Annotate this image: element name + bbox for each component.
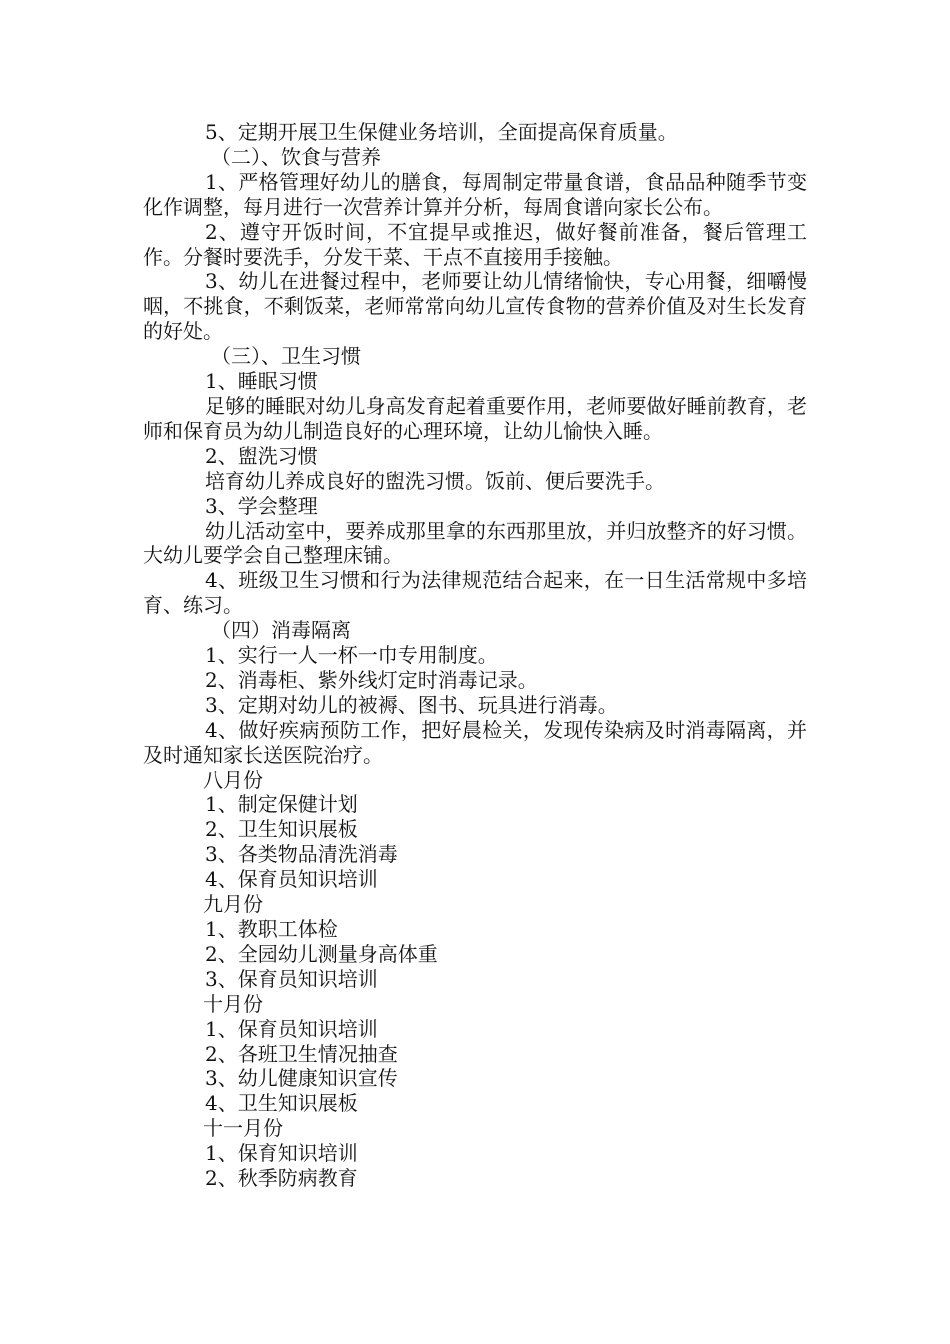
paragraph: 2、各班卫生情况抽查 [205, 1041, 398, 1066]
paragraph: 4、保育员知识培训 [205, 867, 378, 892]
paragraph: 2、遵守开饭时间，不宜提早或推迟，做好餐前准备，餐后管理工作。分餐时要洗手，分发干菜、干点不直接用手接触。 [143, 219, 807, 269]
paragraph: 1、实行一人一杯一巾专用制度。 [205, 643, 498, 668]
month-heading: 八月份 [203, 767, 263, 792]
paragraph: 1、保育知识培训 [205, 1141, 358, 1166]
paragraph: 4、做好疾病预防工作，把好晨检关，发现传染病及时消毒隔离，并及时通知家长送医院治疗。 [143, 717, 807, 767]
paragraph: 2、消毒柜、紫外线灯定时消毒记录。 [205, 667, 538, 692]
paragraph: 2、盥洗习惯 [205, 443, 318, 468]
paragraph: 幼儿活动室中，要养成那里拿的东西那里放，并归放整齐的好习惯。大幼儿要学会自己整理床铺。 [143, 518, 807, 568]
paragraph: 4、班级卫生习惯和行为法律规范结合起来，在一日生活常规中多培育、练习。 [143, 568, 807, 618]
paragraph: 3、学会整理 [205, 493, 318, 518]
section-heading: （四）消毒隔离 [211, 618, 351, 643]
month-heading: 九月份 [203, 892, 263, 917]
month-heading: 十月份 [203, 991, 263, 1016]
paragraph: 2、秋季防病教育 [205, 1166, 358, 1191]
paragraph: 1、保育员知识培训 [205, 1016, 378, 1041]
month-heading: 十一月份 [203, 1116, 283, 1141]
paragraph: 3、幼儿在进餐过程中，老师要让幼儿情绪愉快，专心用餐，细嚼慢咽，不挑食，不剩饭菜，老师常常向幼儿宣传食物的营养价值及对生长发育的好处。 [143, 269, 807, 344]
document-body [143, 120, 807, 1191]
paragraph: 3、各类物品清洗消毒 [205, 842, 398, 867]
paragraph: 1、睡眠习惯 [205, 369, 318, 394]
paragraph: 3、定期对幼儿的被褥、图书、玩具进行消毒。 [205, 692, 618, 717]
paragraph: 培育幼儿养成良好的盥洗习惯。饭前、便后要洗手。 [205, 468, 665, 493]
paragraph: 1、严格管理好幼儿的膳食，每周制定带量食谱，食品品种随季节变化作调整，每月进行一次营养计算并分析，每周食谱向家长公布。 [143, 169, 807, 219]
paragraph: 1、制定保健计划 [205, 792, 358, 817]
section-heading: （三）、卫生习惯 [211, 344, 361, 369]
paragraph: 3、保育员知识培训 [205, 966, 378, 991]
paragraph: 4、卫生知识展板 [205, 1091, 358, 1116]
section-heading: （二）、饮食与营养 [211, 144, 381, 169]
paragraph: 2、全园幼儿测量身高体重 [205, 941, 438, 966]
paragraph: 5、定期开展卫生保健业务培训，全面提高保育质量。 [205, 120, 678, 144]
paragraph: 2、卫生知识展板 [205, 817, 358, 842]
paragraph: 1、教职工体检 [205, 917, 338, 941]
paragraph: 足够的睡眠对幼儿身高发育起着重要作用，老师要做好睡前教育，老师和保育员为幼儿制造良好的心理环境，让幼儿愉快入睡。 [143, 393, 807, 443]
paragraph: 3、幼儿健康知识宣传 [205, 1066, 398, 1091]
